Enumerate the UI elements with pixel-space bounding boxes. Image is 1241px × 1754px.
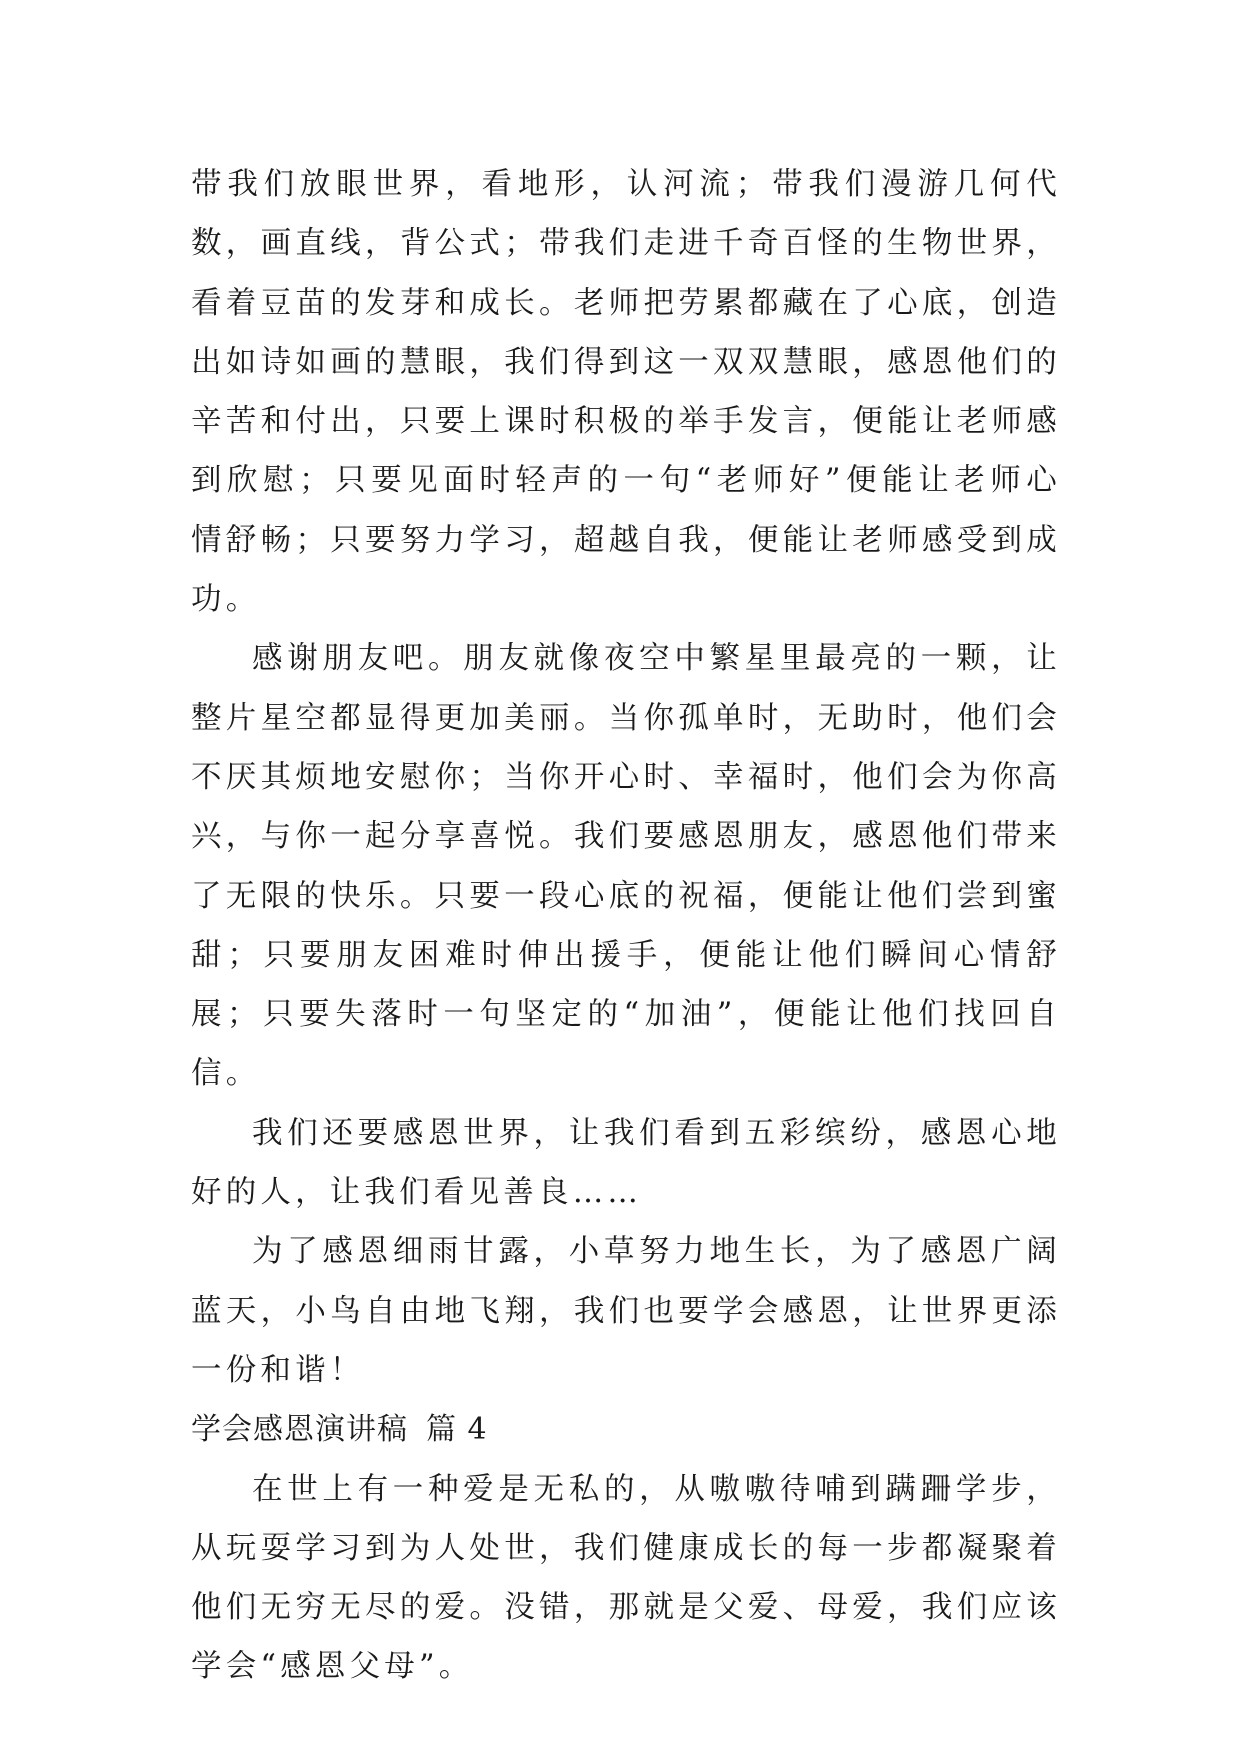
section-heading xyxy=(191,1400,1061,1459)
paragraph-friends: 感谢朋友吧。朋友就像夜空中繁星里最亮的一颗，让整片星空都显得更加美丽。当你孤单时，无助时，他们会不厌其烦地安慰你；当你开心时、幸福时，他们会为你高兴，与你一起分享喜悦。我们要感恩朋友，感恩他们带来了无限的快乐。只要一段心底的祝福，便能让他们尝到蜜甜；只要朋友困难时伸出援手，便能让他们瞬间心情舒展；只要失落时一句坚定的“加油”，便能让他们找回自信。 xyxy=(191,641,1061,1092)
paragraph-world: 我们还要感恩世界，让我们看到五彩缤纷，感恩心地好的人，让我们看见善良…… xyxy=(191,1115,1061,1211)
paragraph-harmony: 为了感恩细雨甘露，小草努力地生长，为了感恩广阔蓝天，小鸟自由地飞翔，我们也要学会感恩，让世界更添一份和谐！ xyxy=(191,1234,1061,1388)
section-heading-number: 篇 4 xyxy=(426,1412,488,1448)
section-heading-title: 学会感恩演讲稿 xyxy=(191,1412,408,1448)
document-body xyxy=(191,155,1061,1697)
paragraph-parents: 在世上有一种爱是无私的，从嗷嗷待哺到蹒跚学步，从玩耍学习到为人处世，我们健康成长的每一步都凝聚着他们无穷无尽的爱。没错，那就是父爱、母爱，我们应该学会“感恩父母”。 xyxy=(191,1471,1061,1685)
paragraph-teachers: 带我们放眼世界，看地形，认河流；带我们漫游几何代数，画直线，背公式；带我们走进千奇百怪的生物世界，看着豆苗的发芽和成长。老师把劳累都藏在了心底，创造出如诗如画的慧眼，我们得到这一双双慧眼，感恩他们的辛苦和付出，只要上课时积极的举手发言，便能让老师感到欣慰；只要见面时轻声的一句“老师好”便能让老师心情舒畅；只要努力学习，超越自我，便能让老师感受到成功。 xyxy=(191,167,1061,618)
